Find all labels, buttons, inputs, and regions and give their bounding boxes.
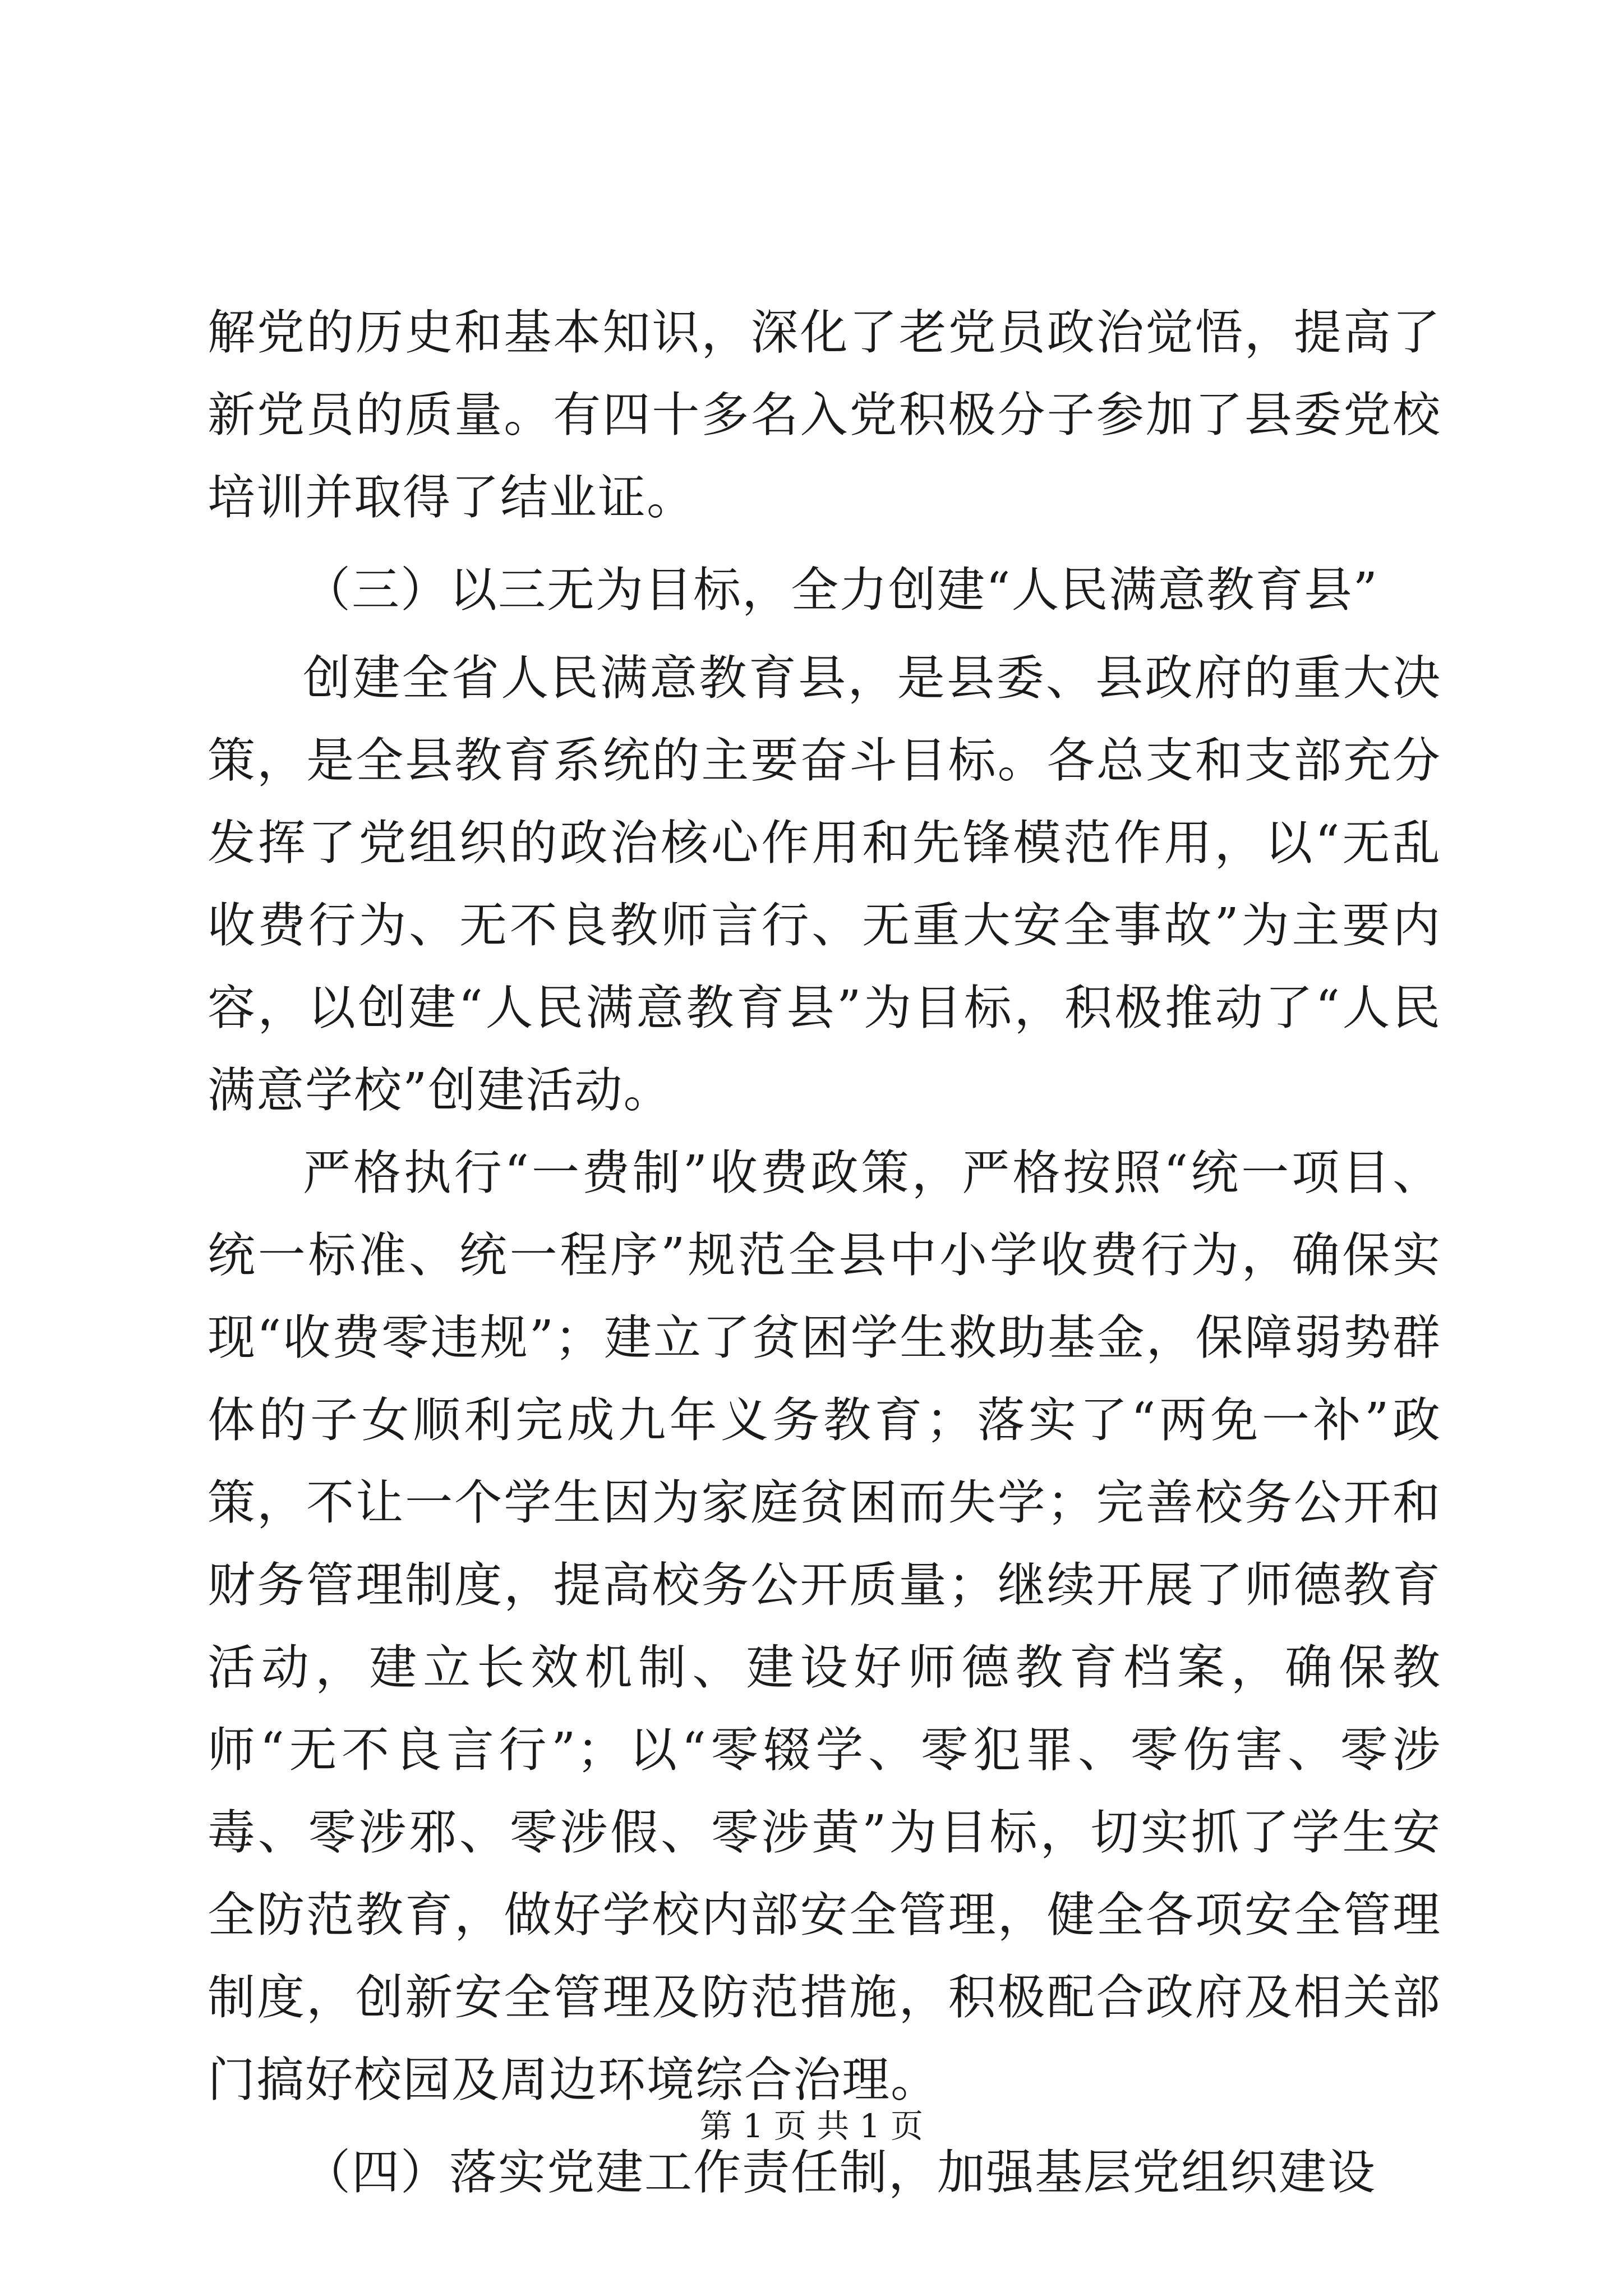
section-heading-three: （三）以三无为目标，全力创建“人民满意教育县” — [303, 563, 1378, 618]
paragraph-satisfied-county: 创建全省人民满意教育县，是县委、县政府的重大决策，是全县教育系统的主要奋斗目标。各总支和支部充分发挥了党组织的政治核心作用和先锋模范作用，以“无乱收费行为、无不良教师言行、无重大安全事故”为主要内容，以创建“人民满意教育县”为目标，积极推动了“人民满意学校”创建活动。 — [208, 651, 1441, 1119]
page-number-footer: 第 1 页 共 1 页 — [700, 2107, 923, 2145]
document-body — [208, 292, 1441, 2220]
section-heading-four: （四）落实党建工作责任制，加强基层党组织建设 — [303, 2145, 1377, 2201]
paragraph-fee-policy: 严格执行“一费制”收费政策，严格按照“统一项目、统一标准、统一程序”规范全县中小学收费行为，确保实现“收费零违规”；建立了贫困学生救助基金，保障弱势群体的子女顺利完成九年义务教育；落实了“两免一补”政策，不让一个学生因为家庭贫困而失学；完善校务公开和财务管理制度，提高校务公开质量；继续开展了师德教育活动，建立长效机制、建设好师德教育档案，确保教师“无不良言行”；以“零辍学、零犯罪、零伤害、零涉毒、零涉邪、零涉假、零涉黄”为目标，切实抓了学生安全防范教育，做好学校内部安全管理，健全各项安全管理制度，创新安全管理及防范措施，积极配合政府及相关部门搞好校园及周边环境综合治理。 — [208, 1145, 1441, 2108]
paragraph-continuation: 解党的历史和基本知识，深化了老党员政治觉悟，提高了新党员的质量。有四十多名入党积极分子参加了县委党校培训并取得了结业证。 — [208, 305, 1441, 526]
